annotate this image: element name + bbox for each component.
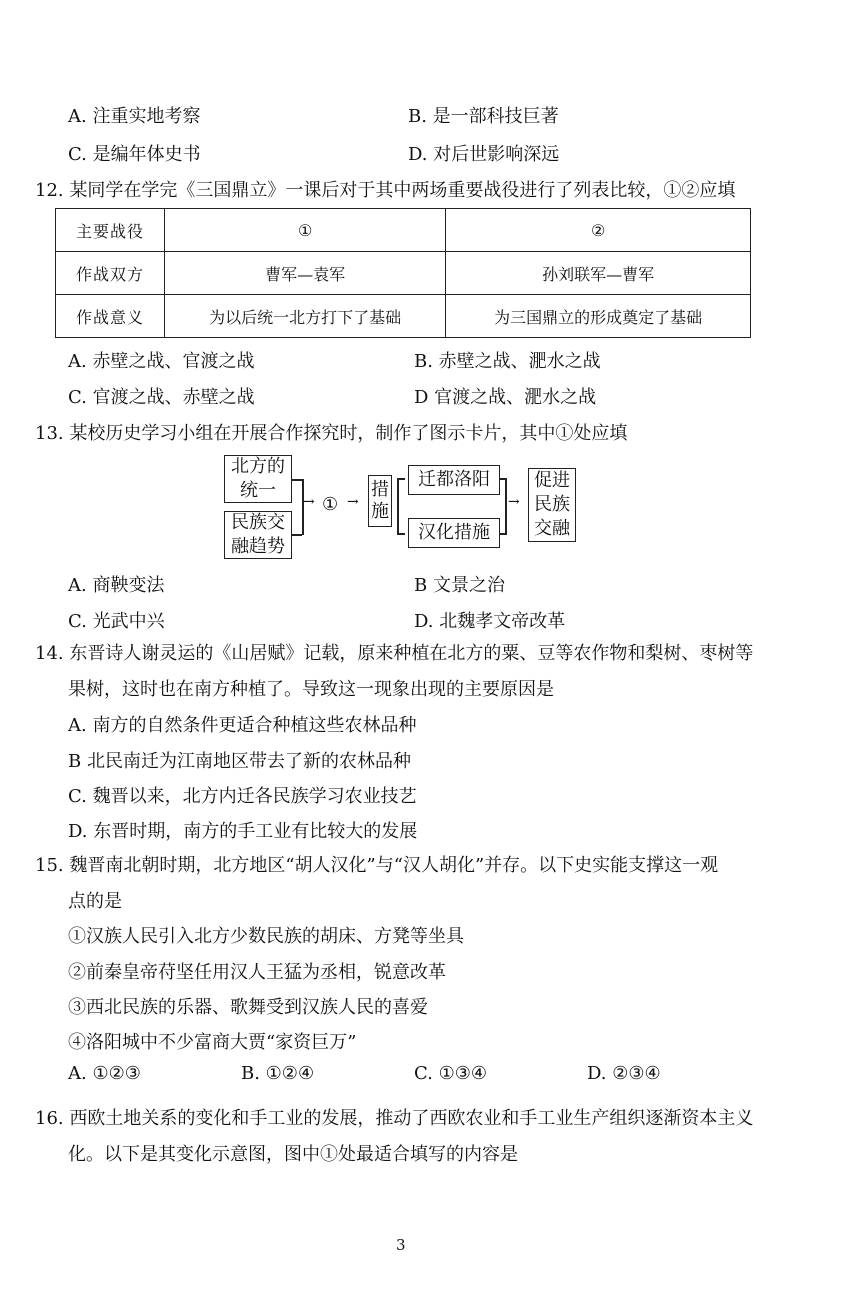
q14-stem-line1: 14. 东晋诗人谢灵运的《山居赋》记载，原来种植在北方的粟、豆等农作物和梨树、枣树等 <box>35 643 754 664</box>
q12-option-a: A. 赤壁之战、官渡之战 <box>68 351 255 372</box>
page-number: 3 <box>396 1236 406 1254</box>
q14-option-c: C. 魏晋以来，北方内迁各民族学习农业技艺 <box>68 786 417 807</box>
q15-stem-line1: 15. 魏晋南北朝时期，北方地区“胡人汉化”与“汉人胡化”并存。以下史实能支撑这一观 <box>35 855 719 876</box>
table-row <box>56 252 751 295</box>
q11-option-b: B. 是一部科技巨著 <box>408 106 559 127</box>
connector-line <box>292 534 302 536</box>
q14-stem-line2: 果树，这时也在南方种植了。导致这一现象出现的主要原因是 <box>68 679 554 700</box>
bracket-line <box>499 533 507 535</box>
q15-option-b: B. ①②④ <box>241 1063 315 1084</box>
q15-item-4: ④洛阳城中不少富商大贾“家资巨万” <box>68 1032 357 1053</box>
q16-stem-line2: 化。以下是其变化示意图，图中①处最适合填写的内容是 <box>68 1144 518 1165</box>
table-cell: 作战双方 <box>56 252 165 295</box>
table-row <box>56 295 751 338</box>
q11-option-d: D. 对后世影响深远 <box>408 144 560 165</box>
q13-option-d: D. 北魏孝文帝改革 <box>414 611 566 632</box>
q11-option-c: C. 是编年体史书 <box>68 144 201 165</box>
arrow-right-icon: → <box>303 494 315 510</box>
connector-line <box>292 479 302 481</box>
diagram-box-relocate-capital: 迁都洛阳 <box>408 465 500 495</box>
q11-option-a: A. 注重实地考察 <box>68 106 201 127</box>
table-cell: ① <box>165 209 446 252</box>
table-cell: 主要战役 <box>56 209 165 252</box>
table-cell: 曹军—袁军 <box>165 252 446 295</box>
q12-option-c: C. 官渡之战、赤壁之战 <box>68 387 255 408</box>
q13-stem: 13. 某校历史学习小组在开展合作探究时，制作了图示卡片，其中①处应填 <box>35 423 628 444</box>
q16-stem-line1: 16. 西欧土地关系的变化和手工业的发展，推动了西欧农业和手工业生产组织逐渐资本主义 <box>35 1108 754 1129</box>
q15-item-1: ①汉族人民引入北方少数民族的胡床、方凳等坐具 <box>68 926 464 947</box>
diagram-box-promote-fusion: 促进民族交融 <box>528 468 576 542</box>
blank-1: ① <box>322 494 339 515</box>
table-cell: ② <box>446 209 751 252</box>
q14-option-d: D. 东晋时期，南方的手工业有比较大的发展 <box>68 821 418 842</box>
q15-option-c: C. ①③④ <box>414 1063 487 1084</box>
diagram-box-sinicization: 汉化措施 <box>408 518 500 548</box>
diagram-box-measures: 措施 <box>368 475 392 527</box>
table-row <box>56 209 751 252</box>
bracket-line <box>397 478 399 534</box>
bracket-line <box>397 533 405 535</box>
q12-stem: 12. 某同学在学完《三国鼎立》一课后对于其中两场重要战役进行了列表比较，①②应填 <box>35 180 736 201</box>
q15-item-2: ②前秦皇帝苻坚任用汉人王猛为丞相，锐意改革 <box>68 962 446 983</box>
q13-option-a: A. 商鞅变法 <box>68 575 165 596</box>
table-cell: 作战意义 <box>56 295 165 338</box>
q12-option-b: B. 赤壁之战、淝水之战 <box>414 351 601 372</box>
q14-option-a: A. 南方的自然条件更适合种植这些农林品种 <box>68 715 417 736</box>
diagram-box-ethnic-fusion-trend: 民族交融趋势 <box>224 511 292 559</box>
q12-option-d: D 官渡之战、淝水之战 <box>414 387 597 408</box>
bracket-line <box>505 478 507 534</box>
arrow-right-icon: → <box>508 494 520 510</box>
q13-option-c: C. 光武中兴 <box>68 611 165 632</box>
q15-item-3: ③西北民族的乐器、歌舞受到汉族人民的喜爱 <box>68 997 428 1018</box>
q15-option-a: A. ①②③ <box>68 1063 141 1084</box>
q13-option-b: B 文景之治 <box>414 575 505 596</box>
q12-comparison-table <box>55 208 751 338</box>
bracket-line <box>397 478 405 480</box>
table-cell: 孙刘联军—曹军 <box>446 252 751 295</box>
table-cell: 为三国鼎立的形成奠定了基础 <box>446 295 751 338</box>
bracket-line <box>499 478 507 480</box>
arrow-right-icon: → <box>347 494 359 510</box>
q15-stem-line2: 点的是 <box>68 891 122 912</box>
diagram-box-northern-unification: 北方的统一 <box>224 455 292 503</box>
table-cell: 为以后统一北方打下了基础 <box>165 295 446 338</box>
q15-option-d: D. ②③④ <box>587 1063 661 1084</box>
q14-option-b: B 北民南迁为江南地区带去了新的农林品种 <box>68 751 411 772</box>
